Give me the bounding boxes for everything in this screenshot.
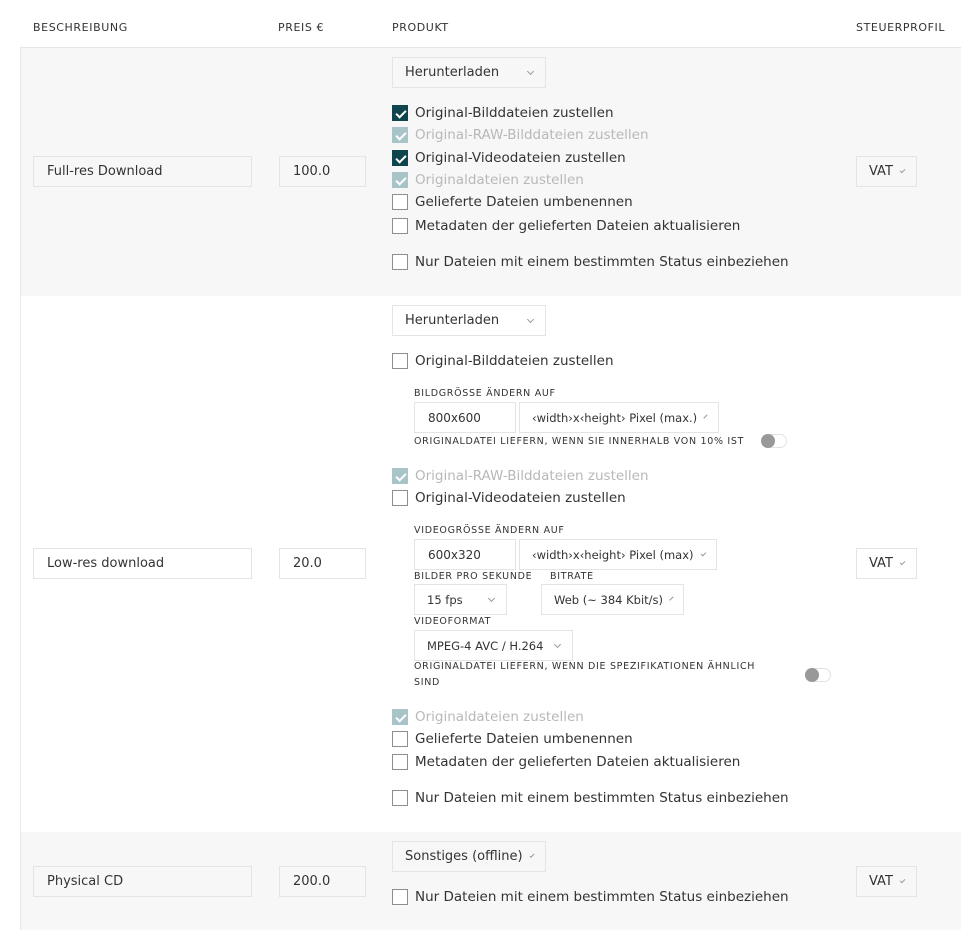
option-original-raw: [392, 468, 649, 484]
checkbox-icon: [392, 127, 408, 143]
fps-value: 15 fps: [427, 592, 463, 607]
price-input[interactable]: 20.0: [279, 548, 366, 579]
option-label: Nur Dateien mit einem bestimmten Status einbeziehen: [415, 790, 789, 806]
table-row: [20, 296, 961, 832]
checkbox-icon[interactable]: [392, 754, 408, 770]
option-label: Originaldateien zustellen: [415, 709, 584, 725]
description-input[interactable]: Low-res download: [33, 548, 252, 579]
chevron-down-icon: [669, 596, 673, 600]
bitrate-value: Web (~ 384 Kbit/s): [554, 592, 664, 607]
checkbox-icon[interactable]: [392, 150, 408, 166]
bitrate-label: BITRATE: [550, 571, 594, 582]
chevron-down-icon: [554, 640, 561, 647]
product-select[interactable]: [392, 841, 546, 872]
description-input[interactable]: Full-res Download: [33, 156, 252, 187]
column-header-preis: PREIS €: [278, 21, 325, 34]
tax-profile-select[interactable]: [856, 548, 917, 579]
checkbox-icon: [392, 709, 408, 725]
column-header-steuerprofil: STEUERPROFIL: [856, 21, 946, 34]
video-size-mode-select[interactable]: [519, 539, 717, 570]
option-label: Original-Bilddateien zustellen: [415, 353, 614, 369]
option-label: Gelieferte Dateien umbenennen: [415, 194, 633, 210]
option-label: Original-Bilddateien zustellen: [415, 105, 614, 121]
chevron-down-icon: [529, 852, 534, 857]
tax-profile-value: VAT: [869, 874, 893, 889]
option-status-filter[interactable]: [392, 254, 789, 270]
option-rename-files[interactable]: [392, 731, 633, 747]
tax-profile-value: VAT: [869, 164, 893, 179]
chevron-down-icon: [900, 167, 906, 173]
image-original-toggle[interactable]: [761, 434, 787, 448]
option-label: Nur Dateien mit einem bestimmten Status einbeziehen: [415, 889, 789, 905]
option-original-images[interactable]: [392, 353, 614, 369]
option-original-videos[interactable]: [392, 490, 626, 506]
tax-profile-select[interactable]: [856, 156, 917, 187]
option-status-filter[interactable]: [392, 790, 789, 806]
column-header-produkt: PRODUKT: [392, 21, 449, 34]
column-header-beschreibung: BESCHREIBUNG: [33, 21, 128, 34]
video-format-label: VIDEOFORMAT: [414, 616, 492, 627]
fps-select[interactable]: [414, 584, 507, 615]
table-header: [20, 0, 961, 48]
chevron-down-icon: [700, 550, 705, 555]
tax-profile-value: VAT: [869, 556, 893, 571]
option-update-metadata[interactable]: [392, 218, 740, 234]
video-format-value: MPEG-4 AVC / H.264: [427, 638, 544, 653]
option-original-videos[interactable]: [392, 150, 626, 166]
option-label: Originaldateien zustellen: [415, 172, 584, 188]
chevron-down-icon: [527, 67, 534, 74]
option-label: Original-Videodateien zustellen: [415, 490, 626, 506]
video-format-select[interactable]: [414, 630, 573, 661]
video-original-label-line2: SIND: [414, 677, 441, 688]
chevron-down-icon: [900, 559, 906, 565]
checkbox-icon[interactable]: [392, 731, 408, 747]
price-input[interactable]: 100.0: [279, 156, 366, 187]
video-original-toggle[interactable]: [805, 668, 831, 682]
option-original-raw: [392, 127, 649, 143]
checkbox-icon: [392, 468, 408, 484]
option-rename-files[interactable]: [392, 194, 633, 210]
video-size-mode-value: ‹width›x‹height› Pixel (max): [532, 547, 694, 562]
toggle-knob: [805, 668, 819, 682]
option-original-files: [392, 172, 584, 188]
checkbox-icon[interactable]: [392, 790, 408, 806]
fps-label: BILDER PRO SEKUNDE: [414, 571, 533, 582]
image-size-mode-select[interactable]: [519, 402, 719, 433]
chevron-down-icon: [488, 594, 495, 601]
option-label: Metadaten der gelieferten Dateien aktualisieren: [415, 218, 741, 234]
tax-profile-select[interactable]: [856, 866, 917, 897]
option-label: Nur Dateien mit einem bestimmten Status einbeziehen: [415, 254, 789, 270]
option-status-filter[interactable]: [392, 889, 789, 905]
chevron-down-icon: [900, 877, 906, 883]
checkbox-icon[interactable]: [392, 490, 408, 506]
image-size-mode-value: ‹width›x‹height› Pixel (max.): [532, 410, 698, 425]
video-size-input[interactable]: 600x320: [414, 539, 516, 570]
image-resize-label: BILDGRÖSSE ÄNDERN AUF: [414, 388, 556, 399]
checkbox-icon[interactable]: [392, 353, 408, 369]
table-row: [20, 832, 961, 930]
option-label: Original-RAW-Bilddateien zustellen: [415, 468, 649, 484]
option-label: Metadaten der gelieferten Dateien aktualisieren: [415, 754, 741, 770]
chevron-down-icon: [527, 315, 534, 322]
product-select-value: Herunterladen: [405, 65, 500, 80]
checkbox-icon[interactable]: [392, 105, 408, 121]
image-size-input[interactable]: 800x600: [414, 402, 516, 433]
option-label: Gelieferte Dateien umbenennen: [415, 731, 633, 747]
product-select-value: Herunterladen: [405, 313, 500, 328]
checkbox-icon[interactable]: [392, 194, 408, 210]
video-original-label-line1: ORIGINALDATEI LIEFERN, WENN DIE SPEZIFIKATIONEN ÄHNLICH: [414, 661, 756, 672]
checkbox-icon[interactable]: [392, 254, 408, 270]
option-original-images[interactable]: [392, 105, 614, 121]
toggle-knob: [761, 434, 775, 448]
product-select-value: Sonstiges (offline): [405, 849, 523, 864]
description-input[interactable]: Physical CD: [33, 866, 252, 897]
price-input[interactable]: 200.0: [279, 866, 366, 897]
option-label: Original-RAW-Bilddateien zustellen: [415, 127, 649, 143]
video-resize-label: VIDEOGRÖSSE ÄNDERN AUF: [414, 525, 565, 536]
chevron-down-icon: [704, 414, 708, 418]
bitrate-select[interactable]: [541, 584, 684, 615]
checkbox-icon: [392, 172, 408, 188]
image-original-label: ORIGINALDATEI LIEFERN, WENN SIE INNERHALB VON 10% IST: [414, 436, 745, 447]
table-row: [20, 48, 961, 296]
option-original-files: [392, 709, 584, 725]
option-update-metadata[interactable]: [392, 754, 740, 770]
option-label: Original-Videodateien zustellen: [415, 150, 626, 166]
checkbox-icon[interactable]: [392, 218, 408, 234]
checkbox-icon[interactable]: [392, 889, 408, 905]
product-select[interactable]: [392, 305, 546, 336]
product-select[interactable]: [392, 57, 546, 88]
